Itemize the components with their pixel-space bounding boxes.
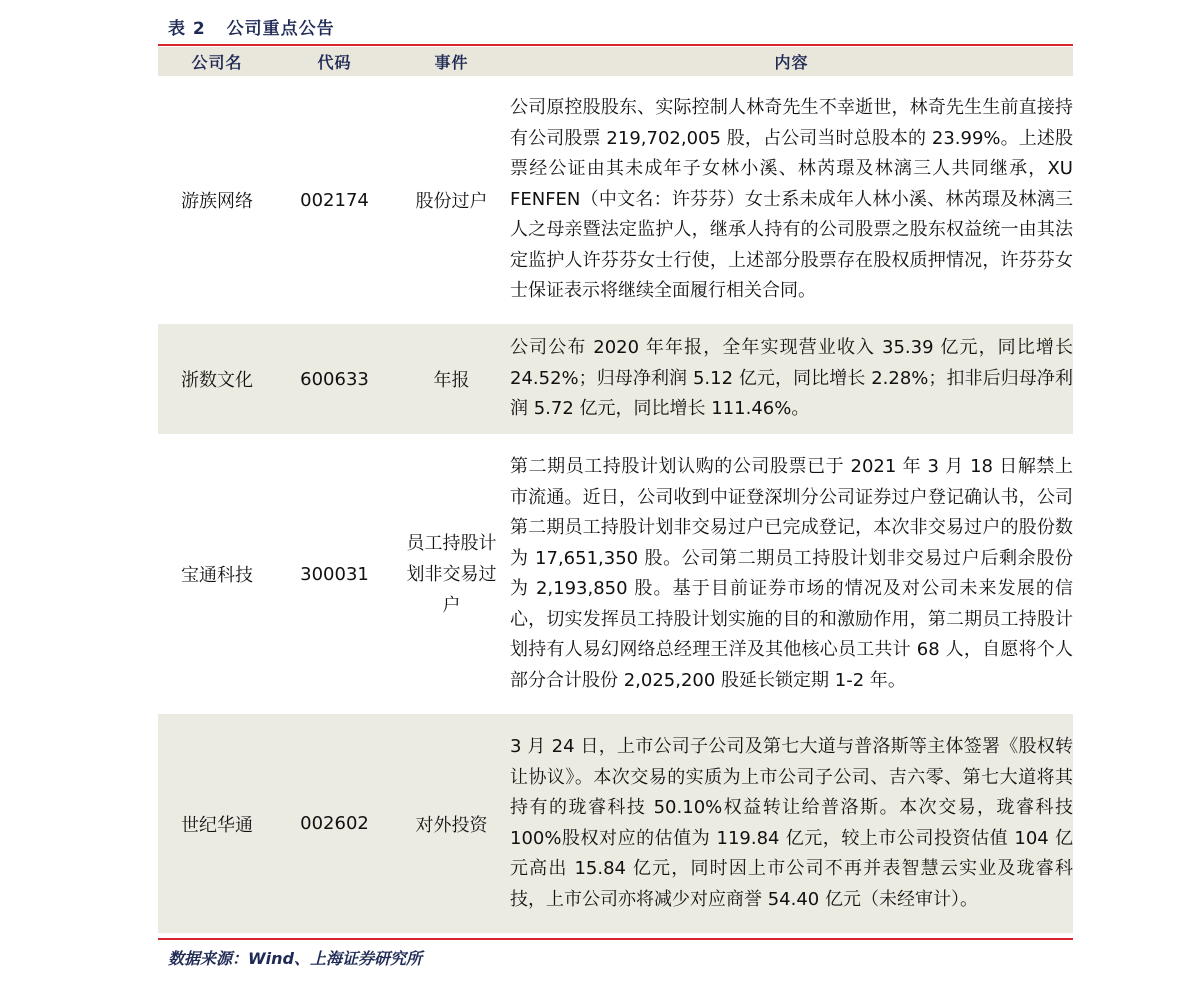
header-content: 内容 — [510, 47, 1073, 76]
announcement-content: 公司公布 2020 年年报，全年实现营业收入 35.39 亿元，同比增长 24.52%；归母净利润 5.12 亿元，同比增长 2.28%；扣非后归母净利润 5.72 亿元，同比增长 111.46%。 — [510, 324, 1073, 434]
header-row — [158, 47, 1073, 76]
company-name: 浙数文化 — [158, 324, 276, 434]
table-row — [158, 714, 1073, 933]
stock-code: 600633 — [276, 324, 393, 434]
data-source-note: 数据来源：Wind、上海证券研究所 — [168, 949, 422, 968]
announcement-content: 第二期员工持股计划认购的公司股票已于 2021 年 3 月 18 日解禁上市流通。近日，公司收到中证登深圳分公司证券过户登记确认书，公司第二期员工持股计划非交易过户已完成登记，本次非交易过户的股份数为 17,651,350 股。公司第二期员工持股计划非交易过户后剩余股份为 2,193,850 股。基于目前证券市场的情况及对公司未来发展的信心，切实发挥员工持股计划实施的目的和激励作用，第二期员工持股计划持有人易幻网络总经理王洋及其他核心员工共计 68 人，自愿将个人部分合计股份 2,025,200 股延长锁定期 1-2 年。 — [510, 456, 1073, 691]
announcement-content: 公司原控股股东、实际控制人林奇先生不幸逝世，林奇先生生前直接持有公司股票 219,702,005 股，占公司当时总股本的 23.99%。上述股票经公证由其未成年子女林小溪、林芮璟及林漓三人共同继承，XU FENFEN（中文名：许芬芬）女士系未成年人林小溪、林芮璟及林漓三人之母亲暨法定监护人，继承人持有的公司股票之股东权益统一由其法定监护人许芬芬女士行使，上述部分股票存在股权质押情况，许芬芬女士保证表示将继续全面履行相关合同。 — [510, 97, 1073, 302]
event-type-cell — [393, 434, 510, 714]
announcement-content: 3 月 24 日，上市公司子公司及第七大道与普洛斯等主体签署《股权转让协议》。本次交易的实质为上市公司子公司、吉六零、第七大道将其持有的珑睿科技 50.10%权益转让给普洛斯。本次交易，珑睿科技 100%股权对应的估值为 119.84 亿元，较上市公司投资估值 104 亿元高出 15.84 亿元，同时因上市公司不再并表智慧云实业及珑睿科技，上市公司亦将减少对应商誉 54.40 亿元（未经审计）。 — [510, 714, 1073, 933]
announcements-table — [158, 47, 1073, 933]
event-type: 对外投资 — [393, 714, 510, 933]
company-name: 宝通科技 — [181, 565, 253, 586]
event-type: 员工持股计划非交易过户 — [406, 532, 497, 616]
table-caption — [168, 14, 335, 39]
stock-code: 002174 — [300, 189, 369, 211]
caption-label: 表 2 — [168, 19, 206, 39]
stock-code: 300031 — [300, 563, 369, 585]
header-code: 代码 — [276, 47, 393, 76]
table-row — [158, 434, 1073, 714]
header-event: 事件 — [393, 47, 510, 76]
company-name: 游族网络 — [181, 191, 253, 212]
table-top-rule — [158, 44, 1073, 46]
caption-title: 公司重点公告 — [226, 19, 335, 39]
event-type: 年报 — [393, 324, 510, 434]
event-type: 股份过户 — [415, 191, 488, 212]
table-bottom-rule — [158, 938, 1073, 940]
table-row — [158, 76, 1073, 324]
stock-code: 002602 — [276, 714, 393, 933]
table-row — [158, 324, 1073, 434]
company-name: 世纪华通 — [158, 714, 276, 933]
header-company: 公司名 — [158, 47, 276, 76]
